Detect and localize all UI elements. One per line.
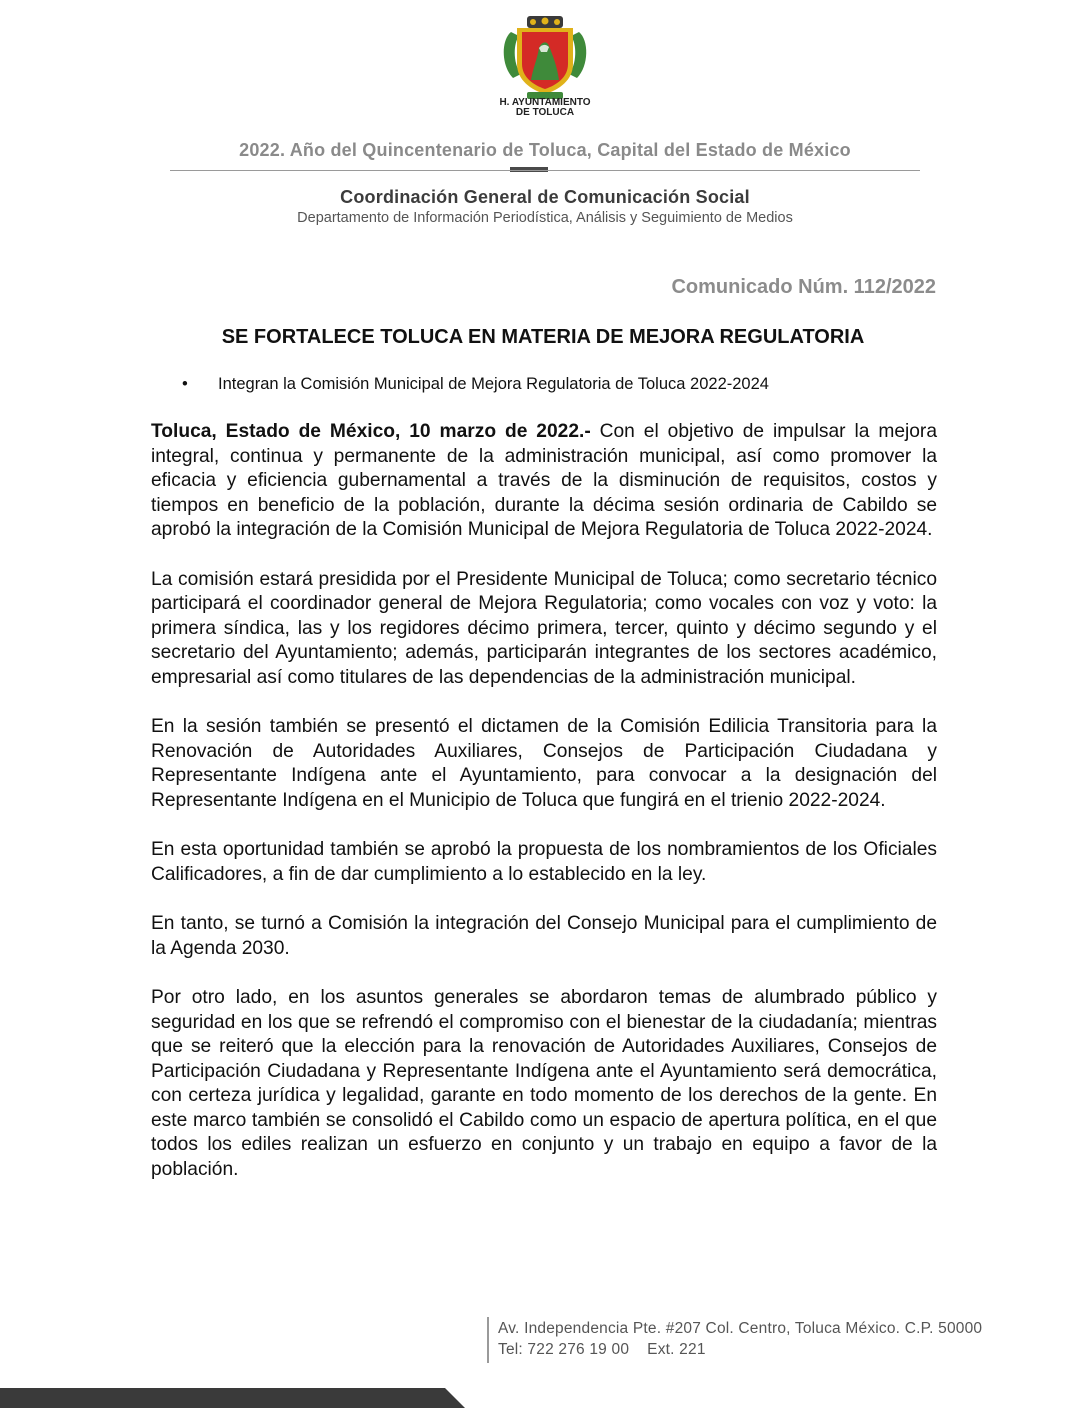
footer-phone: Tel: 722 276 19 00 Ext. 221: [498, 1341, 706, 1358]
paragraph-5: En tanto, se turnó a Comisión la integración del Consejo Municipal para el cumplimiento de la Agenda 2030.: [151, 913, 937, 959]
bullet-text: Integran la Comisión Municipal de Mejora Regulatoria de Toluca 2022-2024: [218, 375, 769, 393]
dateline: Toluca, Estado de México, 10 marzo de 2022.-: [151, 421, 591, 442]
year-banner: 2022. Año del Quincentenario de Toluca, Capital del Estado de México: [239, 140, 851, 160]
footer-address: Av. Independencia Pte. #207 Col. Centro, Toluca México. C.P. 50000: [498, 1320, 983, 1337]
coordination-title: Coordinación General de Comunicación Social: [340, 187, 750, 207]
logo-line1: H. AYUNTAMIENTO: [499, 97, 591, 108]
logo-line2: DE TOLUCA: [515, 107, 575, 118]
press-release-number: Comunicado Núm. 112/2022: [671, 276, 936, 298]
paragraph-2: La comisión estará presidida por el Presidente Municipal de Toluca; como secretario técnico participará el coordinador general de Mejora Regulatoria; como vocales con voz y voto: la primera síndica, las y los regidores décimo primera, tercer, quinto y décimo segundo y el secretario del Ayuntamiento; además, participarán integrantes de los sectores académico, empresarial así como titulares de las dependencias de la administración municipal.: [151, 568, 937, 688]
toluca-coat-of-arms: [487, 14, 603, 120]
paragraph-6: Por otro lado, en los asuntos generales se abordaron temas de alumbrado público y seguridad en los que se refrendó el compromiso con el bienestar de la ciudadanía; mientras que se reiteró que la elección para la renovación de Autoridades Auxiliares, Consejos de Participación Ciudadana y Representante Indígena ante el Ayuntamiento será democrática, con certeza jurídica y legalidad, garante en todo momento de los derechos de la gente. En este marco también se consolidó el Cabildo como un espacio de apertura política, en el que todos los ediles realizan un esfuerzo en conjunto y un trabajo en equipo a favor de la población.: [151, 987, 937, 1180]
paragraph-3: En la sesión también se presentó el dictamen de la Comisión Edilicia Transitoria para la Renovación de Autoridades Auxiliares, Consejos de Participación Ciudadana y Representante Indígena ante el Ayuntamiento, para convocar a la designación del Representante Indígena en el Municipio de Toluca que fungirá en el trienio 2022-2024.: [151, 716, 937, 811]
paragraph-1-text: Con el objetivo de impulsar la mejora integral, continua y permanente de la administración municipal, así como promover la eficacia y eficiencia gubernamental a través de la disminución de requisitos, costos y tiempos en beneficio de la población, durante la décima sesión ordinaria de Cabildo se aprobó la integración de la Comisión Municipal de Mejora Regulatoria de Toluca 2022-2024.: [151, 421, 937, 540]
footer-stripe: [0, 1388, 465, 1408]
department-subtitle: Departamento de Información Periodística, Análisis y Seguimiento de Medios: [297, 210, 793, 226]
header-rule: [170, 170, 920, 171]
paragraph-4: En esta oportunidad también se aprobó la propuesta de los nombramientos de los Oficiales Calificadores, a fin de dar cumplimiento a lo establecido en la ley.: [151, 839, 937, 885]
bullet-item: [182, 375, 769, 394]
paragraph-1: [151, 420, 937, 543]
footer-divider: [487, 1317, 489, 1363]
body-text: [151, 420, 937, 1207]
bullet-icon: •: [182, 375, 188, 393]
shield-icon: [487, 14, 603, 102]
headline: SE FORTALECE TOLUCA EN MATERIA DE MEJORA REGULATORIA: [221, 326, 865, 348]
